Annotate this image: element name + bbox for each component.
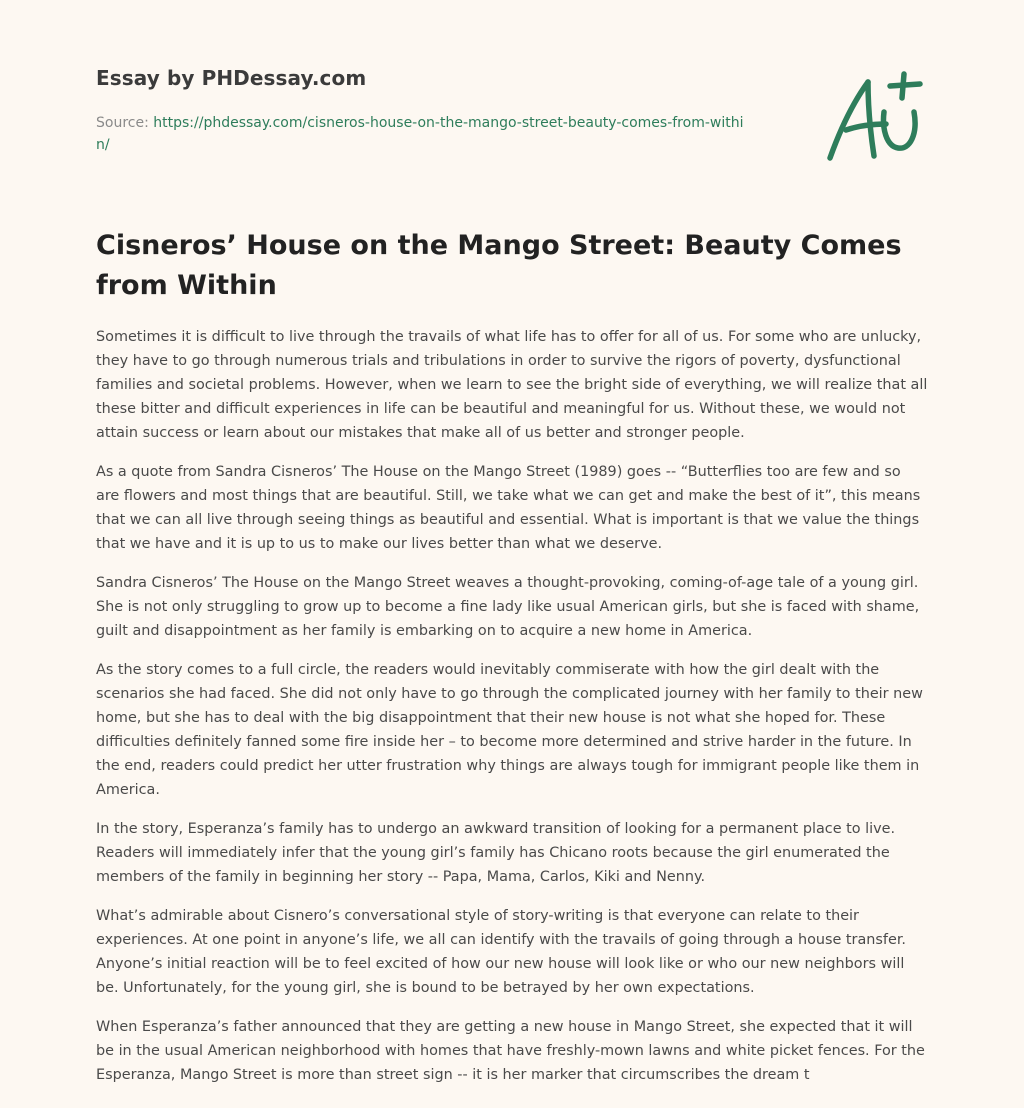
- paragraph: In the story, Esperanza’s family has to undergo an awkward transition of looking for a permanent place to live. Readers will immediately infer that the young girl’s family has Chicano roots because the girl enumerated the members of the family in beginning her story -- Papa, Mama, Carlos, Kiki and Nenny.: [96, 821, 896, 885]
- source-line: [96, 112, 746, 156]
- article-title: Cisneros’ House on the Mango Street: Beauty Comes from Within: [96, 230, 902, 301]
- paragraph: As the story comes to a full circle, the readers would inevitably commiserate with how the girl dealt with the scenarios she had faced. She did not only have to go through the complicated journey with her family to their new home, but she has to deal with the big disappointment that their new house is not what she hoped for. These difficulties definitely fanned some fire inside her – to become more determined and strive harder in the future. In the end, readers could predict her utter frustration why things are always tough for immigrant people like them in America.: [96, 662, 923, 798]
- article-body: [96, 325, 928, 1102]
- paragraph: What’s admirable about Cisnero’s conversational style of story-writing is that everyone can relate to their experiences. At one point in anyone’s life, we all can identify with the travails of going through a house transfer. Anyone’s initial reaction will be to feel excited of how our new house will look like or who our new neighbors will be. Unfortunately, for the young girl, she is bound to be betrayed by her own expectations.: [96, 908, 906, 996]
- a-plus-logo-icon: [824, 68, 924, 164]
- source-link[interactable]: https://phdessay.com/cisneros-house-on-the-mango-street-beauty-comes-from-within/: [96, 115, 744, 153]
- site-title: Essay by PHDessay.com: [96, 66, 367, 90]
- paragraph: As a quote from Sandra Cisneros’ The House on the Mango Street (1989) goes -- “Butterflies too are few and so are flowers and most things that are beautiful. Still, we take what we can get and make the best of it”, this means that we can all live through seeing things as beautiful and essential. What is important is that we value the things that we have and it is up to us to make our lives better than what we deserve.: [96, 464, 921, 552]
- paragraph: Sometimes it is difficult to live through the travails of what life has to offer for all of us. For some who are unlucky, they have to go through numerous trials and tribulations in order to survive the rigors of poverty, dysfunctional families and societal problems. However, when we learn to see the bright side of everything, we will realize that all these bitter and difficult experiences in life can be beautiful and meaningful for us. Without these, we would not attain success or learn about our mistakes that make all of us better and stronger people.: [96, 329, 928, 441]
- essay-page: [96, 0, 928, 1083]
- paragraph: When Esperanza’s father announced that they are getting a new house in Mango Street, she expected that it will be in the usual American neighborhood with homes that have freshly-mown lawns and white picket fences. For the Esperanza, Mango Street is more than street sign -- it is her marker that circumscribes the dream t: [96, 1019, 925, 1083]
- page-header: [96, 0, 928, 200]
- paragraph: Sandra Cisneros’ The House on the Mango Street weaves a thought-provoking, coming-of-age tale of a young girl. She is not only struggling to grow up to become a fine lady like usual American girls, but she is faced with shame, guilt and disappointment as her family is embarking on to acquire a new home in America.: [96, 575, 920, 639]
- source-label: Source:: [96, 115, 149, 131]
